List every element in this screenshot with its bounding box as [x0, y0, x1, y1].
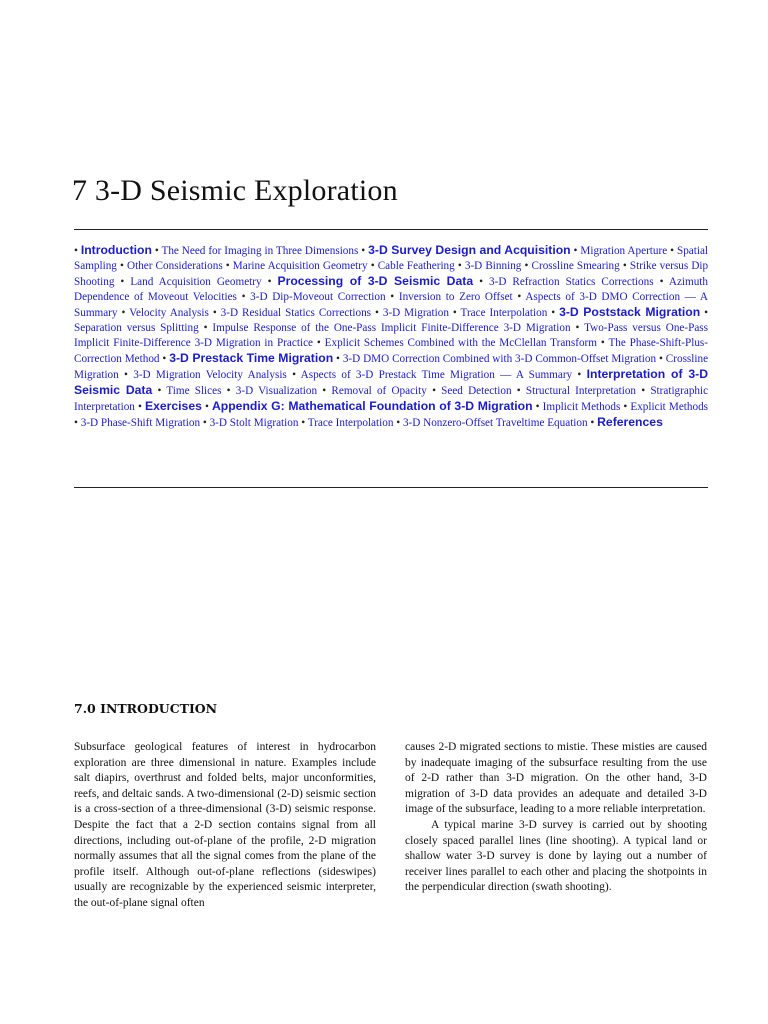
toc-bullet: • — [157, 385, 167, 397]
toc-subsection-link[interactable]: Crossline Smearing — [531, 260, 620, 272]
toc-bullet: • — [704, 307, 709, 319]
toc-bullet: • — [212, 307, 221, 319]
toc-subsection-link[interactable]: Velocity Analysis — [129, 307, 209, 319]
toc-bullet: • — [396, 417, 403, 429]
toc-bullet: • — [241, 291, 251, 303]
toc-bullet: • — [203, 322, 213, 334]
toc-bullet: • — [479, 276, 489, 288]
toc-subsection-link[interactable]: 3-D Nonzero-Offset Traveltime Equation — [402, 417, 588, 429]
toc-bullet: • — [432, 385, 442, 397]
toc-bullet: • — [124, 369, 134, 381]
toc-subsection-link[interactable]: Land Acquisition Geometry — [130, 276, 262, 288]
toc-subsection-link[interactable]: Strike versus Dip Shooting — [74, 260, 709, 288]
toc-subsection-link[interactable]: Marine Acquisition Geometry — [232, 260, 368, 272]
toc-bullet: • — [119, 260, 127, 272]
toc-bullet: • — [641, 385, 651, 397]
left-column — [74, 740, 376, 912]
toc-subsection-link[interactable]: Migration Aperture — [580, 245, 668, 257]
toc-bullet: • — [670, 245, 677, 257]
toc-bullet: • — [74, 417, 81, 429]
toc-bullet: • — [623, 401, 631, 413]
toc-bullet: • — [316, 337, 325, 349]
paragraph: Subsurface geological features of interest in hydrocarbon exploration are three dimensional in nature. Examples include salt diapirs, overthrust and folded belts, major unconformities, reefs, and deltaic sands. A two-dimensional (2-D) seismic section is a cross-section of a three-dimensional (3-D) seismic response. Despite the fact that a 2-D section contains signal from all directions, including out-of-plane of the profile, 2-D migration normally assumes that all the signal comes from the plane of the profile itself. Although out-of-plane reflections (sideswipes) usually are recognizable by the experienced seismic interpreter, the out-of-plane signal often — [74, 741, 376, 909]
toc-section-link[interactable]: Introduction — [80, 243, 152, 257]
toc-bullet: • — [622, 260, 630, 272]
toc-subsection-link[interactable]: Structural Interpretation — [525, 385, 637, 397]
toc-subsection-link[interactable]: Crossline Migration — [74, 353, 709, 381]
toc-subsection-link[interactable]: Spatial Sampling — [74, 245, 709, 272]
toc-subsection-link[interactable]: 3-D Phase-Shift Migration — [80, 417, 201, 429]
toc-bullet: • — [74, 245, 81, 257]
toc-bullet: • — [370, 260, 378, 272]
toc-bullet: • — [551, 307, 560, 319]
toc-bullet: • — [267, 276, 278, 288]
toc-bullet: • — [573, 245, 581, 257]
toc-subsection-link[interactable]: Inversion to Zero Offset — [398, 291, 513, 303]
toc-subsection-link[interactable]: The Need for Imaging in Three Dimensions — [161, 245, 359, 257]
bottom-rule — [74, 487, 708, 488]
toc-subsection-link[interactable]: Aspects of 3-D Prestack Time Migration — A Summary — [300, 369, 573, 381]
top-rule — [74, 229, 708, 230]
toc-section-link[interactable]: 3-D Poststack Migration — [559, 305, 701, 319]
toc-bullet: • — [577, 369, 587, 381]
toc-bullet: • — [336, 353, 343, 365]
toc-subsection-link[interactable]: 3-D Binning — [464, 260, 522, 272]
toc-subsection-link[interactable]: 3-D Stolt Migration — [209, 417, 299, 429]
toc-bullet: • — [292, 369, 301, 381]
toc-subsection-link[interactable]: Cable Feathering — [377, 260, 455, 272]
toc-bullet: • — [162, 353, 170, 365]
toc-subsection-link[interactable]: Stratigraphic Interpretation — [74, 385, 709, 413]
toc-section-link[interactable]: Appendix G: Mathematical Foundation of 3-D Migration — [211, 399, 533, 413]
toc-bullet: • — [658, 353, 666, 365]
toc-bullet: • — [390, 291, 399, 303]
toc-bullet: • — [659, 276, 669, 288]
toc-bullet: • — [517, 291, 526, 303]
toc-subsection-link[interactable]: 3-D Residual Statics Corrections — [220, 307, 372, 319]
toc-bullet: • — [575, 322, 585, 334]
chapter-title: 7 3-D Seismic Exploration — [72, 174, 398, 207]
toc-subsection-link[interactable]: Azimuth Dependence of Moveout Velocities — [74, 276, 709, 303]
toc-subsection-link[interactable]: Explicit Schemes Combined with the McClellan Transform — [324, 337, 597, 349]
toc-subsection-link[interactable]: Trace Interpolation — [460, 307, 548, 319]
toc-bullet: • — [322, 385, 332, 397]
toc-bullet: • — [524, 260, 532, 272]
toc-section-link[interactable]: Processing of 3-D Seismic Data — [277, 274, 474, 288]
toc-bullet: • — [516, 385, 526, 397]
toc-bullet: • — [225, 260, 233, 272]
toc-bullet: • — [457, 260, 465, 272]
toc-subsection-link[interactable]: Time Slices — [166, 385, 222, 397]
toc-section-link[interactable]: 3-D Survey Design and Acquisition — [368, 243, 571, 257]
toc-section-link[interactable]: 3-D Prestack Time Migration — [169, 351, 334, 365]
toc-bullet: • — [590, 417, 598, 429]
toc-subsection-link[interactable]: Implicit Methods — [542, 401, 621, 413]
toc-subsection-link[interactable]: Separation versus Splitting — [74, 322, 199, 334]
toc-subsection-link[interactable]: Impulse Response of the One-Pass Implicit Finite-Difference 3-D Migration — [212, 322, 571, 334]
toc-bullet: • — [452, 307, 461, 319]
right-column — [405, 740, 707, 896]
toc-subsection-link[interactable]: Aspects of 3-D DMO Correction — A Summary — [74, 291, 709, 319]
toc-subsection-link[interactable]: Removal of Opacity — [331, 385, 427, 397]
toc-subsection-link[interactable]: 3-D Refraction Statics Corrections — [489, 276, 654, 288]
toc-subsection-link[interactable]: The Phase-Shift-Plus-Correction Method — [74, 337, 708, 365]
toc-subsection-link[interactable]: 3-D DMO Correction Combined with 3-D Common-Offset Migration — [342, 353, 657, 365]
toc-bullet: • — [120, 276, 131, 288]
toc-subsection-link[interactable]: Other Considerations — [127, 260, 223, 272]
toc-bullet: • — [204, 401, 212, 413]
toc-bullet: • — [535, 401, 543, 413]
toc-subsection-link[interactable]: 3-D Visualization — [235, 385, 318, 397]
toc-bullet: • — [226, 385, 236, 397]
toc-bullet: • — [154, 245, 162, 257]
toc-bullet: • — [361, 245, 369, 257]
section-heading: 7.0 INTRODUCTION — [74, 701, 218, 716]
toc-bullet: • — [301, 417, 308, 429]
toc-bullet: • — [600, 337, 609, 349]
toc-subsection-link[interactable]: 3-D Dip-Moveout Correction — [250, 291, 386, 303]
toc-subsection-link[interactable]: Seed Detection — [441, 385, 512, 397]
chapter-contents — [74, 243, 708, 431]
toc-subsection-link[interactable]: 3-D Migration — [382, 307, 449, 319]
toc-subsection-link[interactable]: Explicit Methods — [630, 401, 709, 413]
toc-subsection-link[interactable]: Trace Interpolation — [307, 417, 394, 429]
toc-bullet: • — [121, 307, 130, 319]
toc-subsection-link[interactable]: 3-D Migration Velocity Analysis — [133, 369, 287, 381]
toc-bullet: • — [137, 401, 145, 413]
toc-section-link[interactable]: Interpretation of 3-D Seismic Data — [74, 367, 709, 397]
toc-subsection-link[interactable]: Two-Pass versus One-Pass Implicit Finite-Difference 3-D Migration in Practice — [74, 322, 709, 349]
toc-section-link[interactable]: Exercises — [144, 399, 202, 413]
toc-bullet: • — [374, 307, 383, 319]
paragraph: causes 2-D migrated sections to mistie. These misties are caused by inadequate imaging of the subsurface resulting from the use of 2-D rather than 3-D migration. On the other hand, 3-D migration of 3-D data provides an adequate and detailed 3-D image of the subsurface, leading to a more reliable interpretation. — [405, 741, 707, 816]
toc-section-link[interactable]: References — [597, 415, 663, 429]
toc-bullet: • — [202, 417, 210, 429]
paragraph: A typical marine 3-D survey is carried out by shooting closely spaced parallel lines (line shooting). A typical land or shallow water 3-D survey is done by laying out a number of receiver lines parallel to each other and placing the shotpoints in the perpendicular direction (swath shooting). — [405, 818, 707, 894]
